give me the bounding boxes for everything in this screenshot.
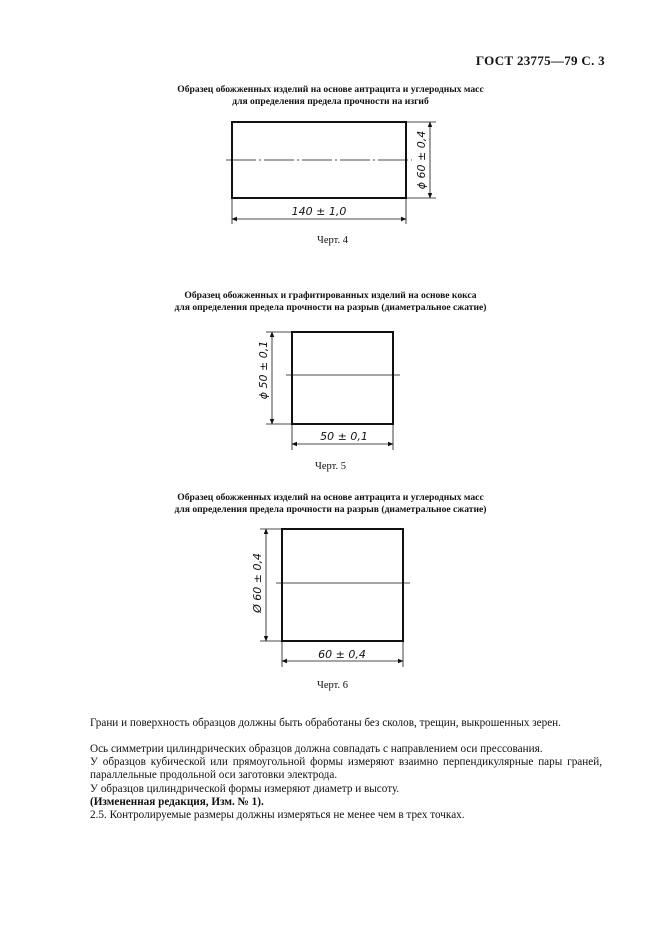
figure-6-specimen-outline: [282, 529, 403, 641]
body-text-2: [90, 743, 610, 756]
figure-4-dim-vertical: ϕ 60 ± 0,4: [415, 130, 428, 190]
figure-5-caption-line1: Образец обожженных и графитированных изделий на основе кокса: [184, 290, 477, 301]
body-text-6: [90, 809, 610, 822]
paragraph-1: Грани и поверхность образцов должны быть обработаны без сколов, трещин, выкрошенных зерен.: [90, 717, 561, 729]
figure-6-drawing: [251, 529, 410, 667]
body-text-3: [90, 756, 602, 783]
body-text-4: [90, 783, 610, 796]
page-header: ГОСТ 23775—79 С. 3: [475, 53, 605, 68]
paragraph-3: У образцов кубической или прямоугольной формы измеряют взаимно перпендикулярные пары граней, параллельные продольной оси заготовки электрода.: [90, 756, 602, 782]
figure-6-label: Черт. 6: [317, 680, 348, 691]
figure-6-dim-vertical: Ø 60 ± 0,4: [251, 553, 264, 613]
figure-6-caption-line2: для определения предела прочности на разрыв (диаметральное сжатие): [174, 504, 487, 515]
figure-5-dim-vertical: ϕ 50 ± 0,1: [257, 340, 270, 400]
paragraph-2-5: 2.5. Контролируемые размеры должны измеряться не менее чем в трех точках.: [90, 809, 465, 821]
paragraph-4: У образцов цилиндрической формы измеряют диаметр и высоту.: [90, 783, 400, 795]
figure-4-drawing: [226, 122, 436, 224]
paragraph-2: Ось симметрии цилиндрических образцов должна совпадать с направлением оси прессования.: [90, 743, 543, 755]
figure-5-label: Черт. 5: [315, 461, 346, 472]
figure-5-specimen-outline: [292, 332, 393, 424]
amendment-note: (Измененная редакция, Изм. № 1).: [90, 796, 264, 808]
figure-5-drawing: [257, 332, 400, 450]
figure-4-caption-line1: Образец обожженных изделий на основе антрацита и углеродных масс: [177, 84, 484, 95]
figure-4-label: Черт. 4: [317, 235, 348, 246]
figure-6-caption-line1: Образец обожженных изделий на основе антрацита и углеродных масс: [177, 492, 484, 503]
figure-4-dim-horizontal: 140 ± 1,0: [291, 205, 347, 218]
figure-6-dim-horizontal: 60 ± 0,4: [318, 648, 366, 661]
body-text-5: [90, 796, 610, 809]
figure-4-caption-line2: для определения предела прочности на изгиб: [232, 96, 429, 107]
body-text: [90, 717, 602, 730]
figure-5-dim-horizontal: 50 ± 0,1: [320, 430, 368, 443]
figure-5-caption-line2: для определения предела прочности на разрыв (диаметральное сжатие): [174, 302, 487, 313]
